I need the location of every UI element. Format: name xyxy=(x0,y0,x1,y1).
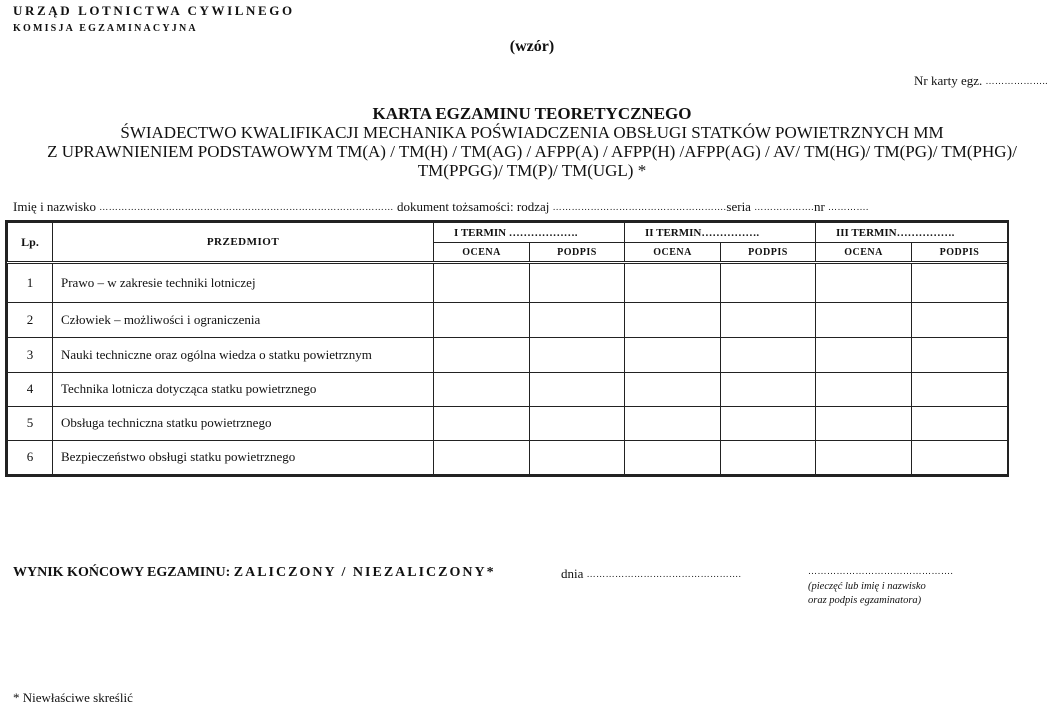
grade-cell[interactable] xyxy=(434,406,530,440)
name-label: Imię i nazwisko xyxy=(13,199,97,214)
row-number: 4 xyxy=(8,372,53,406)
grade-cell[interactable] xyxy=(625,440,721,474)
grade-cell[interactable] xyxy=(434,372,530,406)
date-label: dnia xyxy=(561,566,584,581)
title-line-3: Z UPRAWNIENIEM PODSTAWOWYM TM(A) / TM(H) / TM(AG) / AFPP(A) / AFPP(H) /AFPP(AG) / AV/ TM(HG)/ TM(PG)/ TM(PHG)/ xyxy=(47,142,1017,161)
row-number: 6 xyxy=(8,440,53,474)
grade-cell[interactable] xyxy=(625,303,721,338)
table-row xyxy=(8,303,1008,338)
header-ocena: OCENA xyxy=(434,243,530,263)
signature-cell[interactable] xyxy=(530,406,625,440)
exam-table xyxy=(5,220,1009,477)
series-label: seria xyxy=(726,199,751,214)
grade-cell[interactable] xyxy=(816,372,912,406)
organization-name: URZĄD LOTNICTWA CYWILNEGO xyxy=(13,3,295,18)
signature-cell[interactable] xyxy=(530,303,625,338)
grade-cell[interactable] xyxy=(625,372,721,406)
header-lp: Lp. xyxy=(8,223,53,263)
table-row xyxy=(8,372,1008,406)
grade-cell[interactable] xyxy=(434,440,530,474)
grade-cell[interactable] xyxy=(434,263,530,303)
signature-field[interactable]: ………………………………………. xyxy=(808,566,954,576)
grade-cell[interactable] xyxy=(625,406,721,440)
grade-cell[interactable] xyxy=(816,338,912,372)
signature-cell[interactable] xyxy=(912,338,1008,372)
nr-label: nr xyxy=(813,199,825,214)
table-row xyxy=(8,338,1008,372)
date-field[interactable]: …………………………………………. xyxy=(586,569,742,579)
row-number: 2 xyxy=(8,303,53,338)
title-line-1: KARTA EGZAMINU TEORETYCZNEGO xyxy=(372,104,692,123)
row-subject: Obsługa techniczna statku powietrznego xyxy=(53,406,434,440)
row-number: 1 xyxy=(8,263,53,303)
header-podpis: PODPIS xyxy=(912,243,1008,263)
header-podpis: PODPIS xyxy=(721,243,816,263)
header-subject: PRZEDMIOT xyxy=(53,223,434,263)
table-row xyxy=(8,406,1008,440)
final-result-label: WYNIK KOŃCOWY EGZAMINU: xyxy=(13,565,231,580)
document-type-field[interactable]: ………………………………………………. xyxy=(552,202,727,212)
signature-cell[interactable] xyxy=(530,372,625,406)
signature-cell[interactable] xyxy=(912,263,1008,303)
signature-cell[interactable] xyxy=(912,406,1008,440)
department-name: KOMISJA EGZAMINACYJNA xyxy=(13,23,198,34)
nr-field[interactable]: …………. xyxy=(828,202,869,212)
signature-caption-line-2: oraz podpis egzaminatora) xyxy=(808,595,922,606)
header-ocena: OCENA xyxy=(625,243,721,263)
template-label: (wzór) xyxy=(509,38,555,55)
card-number xyxy=(914,73,1048,89)
final-result xyxy=(13,565,496,581)
name-field[interactable]: ………………………………………………………………………………… xyxy=(99,202,394,212)
row-subject: Bezpieczeństwo obsługi statku powietrznego xyxy=(53,440,434,474)
header-podpis: PODPIS xyxy=(530,243,625,263)
row-number: 3 xyxy=(8,338,53,372)
signature-cell[interactable] xyxy=(721,303,816,338)
grade-cell[interactable] xyxy=(625,338,721,372)
grade-cell[interactable] xyxy=(816,303,912,338)
row-number: 5 xyxy=(8,406,53,440)
grade-cell[interactable] xyxy=(816,263,912,303)
final-result-options[interactable]: ZALICZONY / NIEZALICZONY* xyxy=(233,565,496,580)
table-row xyxy=(8,440,1008,474)
candidate-fields xyxy=(13,199,869,215)
table-row xyxy=(8,263,1008,303)
row-subject: Prawo – w zakresie techniki lotniczej xyxy=(53,263,434,303)
grade-cell[interactable] xyxy=(816,440,912,474)
row-subject: Człowiek – możliwości i ograniczenia xyxy=(53,303,434,338)
series-field[interactable]: ………………. xyxy=(754,202,814,212)
date-row xyxy=(561,566,741,582)
header-term-2: II TERMIN……………. xyxy=(625,223,816,243)
title-line-4: TM(PPGG)/ TM(P)/ TM(UGL) * xyxy=(417,161,647,180)
row-subject: Nauki techniczne oraz ogólna wiedza o statku powietrznym xyxy=(53,338,434,372)
signature-caption-line-1: (pieczęć lub imię i nazwisko xyxy=(808,581,926,592)
signature-cell[interactable] xyxy=(721,372,816,406)
header-ocena: OCENA xyxy=(816,243,912,263)
card-number-field[interactable]: ……………….. xyxy=(985,76,1048,86)
signature-cell[interactable] xyxy=(721,263,816,303)
document-label: dokument tożsamości: rodzaj xyxy=(397,199,550,214)
header-term-1: I TERMIN ………………. xyxy=(434,223,625,243)
signature-cell[interactable] xyxy=(530,440,625,474)
signature-cell[interactable] xyxy=(530,263,625,303)
signature-cell[interactable] xyxy=(912,440,1008,474)
signature-cell[interactable] xyxy=(530,338,625,372)
document-title xyxy=(0,104,1050,180)
grade-cell[interactable] xyxy=(816,406,912,440)
footnote: * Niewłaściwe skreślić xyxy=(13,690,133,705)
signature-cell[interactable] xyxy=(721,440,816,474)
signature-cell[interactable] xyxy=(721,338,816,372)
grade-cell[interactable] xyxy=(434,338,530,372)
signature-cell[interactable] xyxy=(721,406,816,440)
grade-cell[interactable] xyxy=(434,303,530,338)
header-term-3: III TERMIN……………. xyxy=(816,223,1008,243)
grade-cell[interactable] xyxy=(625,263,721,303)
card-number-label: Nr karty egz. xyxy=(914,73,983,88)
row-subject: Technika lotnicza dotycząca statku powietrznego xyxy=(53,372,434,406)
signature-cell[interactable] xyxy=(912,372,1008,406)
signature-cell[interactable] xyxy=(912,303,1008,338)
title-line-2: ŚWIADECTWO KWALIFIKACJI MECHANIKA POŚWIADCZENIA OBSŁUGI STATKÓW POWIETRZNYCH MM xyxy=(120,123,944,142)
